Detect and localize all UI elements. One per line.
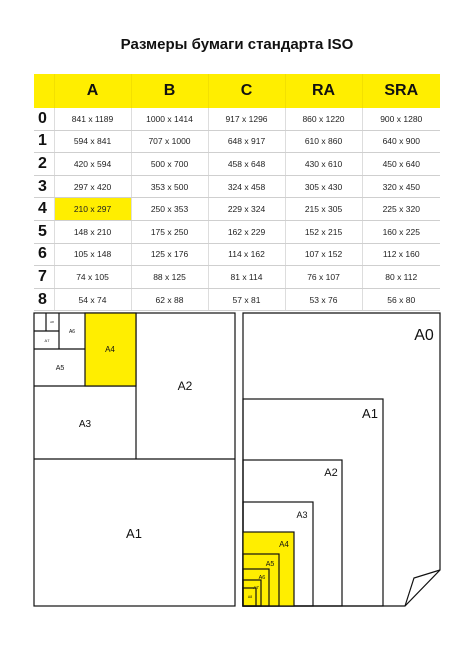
left-label-a4: A4 bbox=[105, 345, 115, 354]
right-label-a2: A2 bbox=[324, 467, 338, 479]
column-header-ra: RA bbox=[285, 74, 362, 108]
right-label-a0: A0 bbox=[414, 327, 434, 344]
page-title: Размеры бумаги стандарта ISO bbox=[120, 36, 354, 53]
left-label-a1: A1 bbox=[126, 526, 142, 541]
cell-b4: 250 x 353 bbox=[131, 198, 208, 221]
row-label: 3 bbox=[34, 175, 54, 198]
cell-b8: 62 x 88 bbox=[131, 288, 208, 311]
right-label-a4: A4 bbox=[279, 540, 289, 549]
cell-ra3: 305 x 430 bbox=[285, 175, 362, 198]
left-subdivision-diagram bbox=[34, 313, 235, 606]
cell-c1: 648 x 917 bbox=[208, 130, 285, 153]
cell-ra4: 215 x 305 bbox=[285, 198, 362, 221]
cell-c7: 81 x 114 bbox=[208, 266, 285, 289]
row-label: 6 bbox=[34, 243, 54, 266]
row-label: 5 bbox=[34, 220, 54, 243]
row-label: 7 bbox=[34, 266, 54, 289]
right-label-a1: A1 bbox=[362, 406, 378, 421]
cell-a8: 54 x 74 bbox=[54, 288, 131, 311]
cell-c8: 57 x 81 bbox=[208, 288, 285, 311]
cell-b1: 707 x 1000 bbox=[131, 130, 208, 153]
left-label-a8: A8 bbox=[50, 320, 54, 324]
cell-b6: 125 x 176 bbox=[131, 243, 208, 266]
cell-a5: 148 x 210 bbox=[54, 220, 131, 243]
cell-ra8: 53 x 76 bbox=[285, 288, 362, 311]
row-label: 4 bbox=[34, 198, 54, 221]
cell-a0: 841 x 1189 bbox=[54, 108, 131, 130]
left-label-a6: A6 bbox=[68, 329, 76, 335]
cell-c4: 229 x 324 bbox=[208, 198, 285, 221]
cell-a2: 420 x 594 bbox=[54, 153, 131, 176]
cell-c2: 458 x 648 bbox=[208, 153, 285, 176]
cell-a1: 594 x 841 bbox=[54, 130, 131, 153]
column-header-b: B bbox=[131, 74, 208, 108]
cell-a4: 210 x 297 bbox=[54, 198, 131, 221]
row-label: 8 bbox=[34, 288, 54, 311]
cell-sra7: 80 x 112 bbox=[362, 266, 440, 289]
row-label: 1 bbox=[34, 130, 54, 153]
cell-b7: 88 x 125 bbox=[131, 266, 208, 289]
row-label: 2 bbox=[34, 153, 54, 176]
cell-sra0: 900 x 1280 bbox=[362, 108, 440, 130]
right-label-a6: A6 bbox=[258, 575, 266, 581]
cell-b5: 175 x 250 bbox=[131, 220, 208, 243]
cell-b3: 353 x 500 bbox=[131, 175, 208, 198]
cell-b0: 1000 x 1414 bbox=[131, 108, 208, 130]
left-label-a7: A7 bbox=[44, 338, 50, 343]
cell-b2: 500 x 700 bbox=[131, 153, 208, 176]
cell-sra8: 56 x 80 bbox=[362, 288, 440, 311]
cell-ra2: 430 x 610 bbox=[285, 153, 362, 176]
column-header-sra: SRA bbox=[362, 74, 440, 108]
cell-sra5: 160 x 225 bbox=[362, 220, 440, 243]
cell-ra0: 860 x 1220 bbox=[285, 108, 362, 130]
cell-c0: 917 x 1296 bbox=[208, 108, 285, 130]
cell-sra3: 320 x 450 bbox=[362, 175, 440, 198]
cell-ra1: 610 x 860 bbox=[285, 130, 362, 153]
cell-sra4: 225 x 320 bbox=[362, 198, 440, 221]
cell-sra6: 112 x 160 bbox=[362, 243, 440, 266]
right-label-a5: A5 bbox=[265, 561, 275, 568]
left-label-a5: A5 bbox=[55, 365, 65, 372]
cell-sra1: 640 x 900 bbox=[362, 130, 440, 153]
right-label-a3: A3 bbox=[296, 510, 308, 520]
cell-ra7: 76 x 107 bbox=[285, 266, 362, 289]
row-label: 0 bbox=[34, 108, 54, 130]
cell-a6: 105 x 148 bbox=[54, 243, 131, 266]
cell-sra2: 450 x 640 bbox=[362, 153, 440, 176]
cell-c5: 162 x 229 bbox=[208, 220, 285, 243]
column-header-a: A bbox=[54, 74, 131, 108]
right-label-a8: A8 bbox=[247, 595, 253, 599]
cell-c6: 114 x 162 bbox=[208, 243, 285, 266]
cell-ra5: 152 x 215 bbox=[285, 220, 362, 243]
cell-a3: 297 x 420 bbox=[54, 175, 131, 198]
left-label-a2: A2 bbox=[177, 379, 193, 393]
left-label-a3: A3 bbox=[78, 419, 92, 430]
cell-a7: 74 x 105 bbox=[54, 266, 131, 289]
right-label-a7: A7 bbox=[253, 585, 259, 590]
column-header-c: C bbox=[208, 74, 285, 108]
cell-c3: 324 x 458 bbox=[208, 175, 285, 198]
cell-ra6: 107 x 152 bbox=[285, 243, 362, 266]
